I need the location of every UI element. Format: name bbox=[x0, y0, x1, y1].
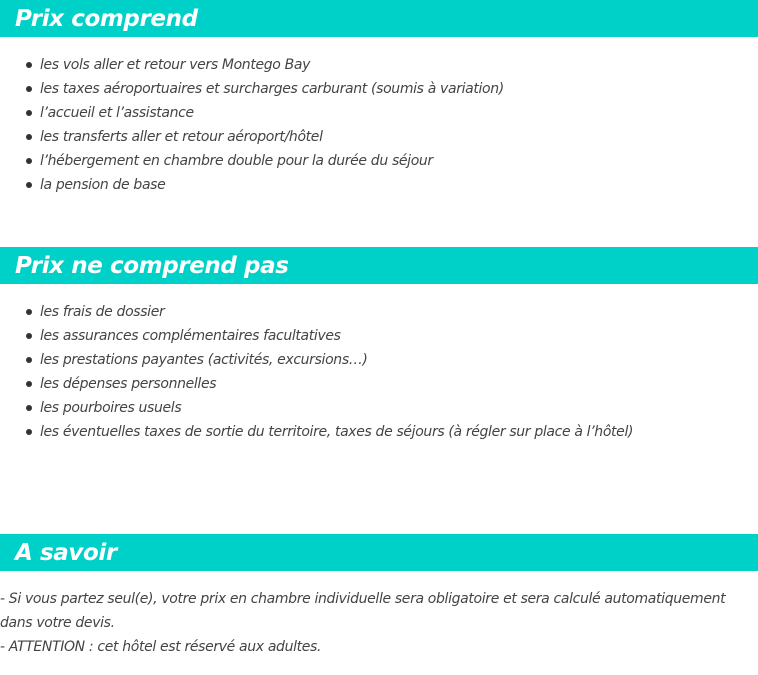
list-item-text: les taxes aéroportuaires et surcharges carburant (soumis à variation) bbox=[40, 81, 504, 97]
list-item-text: les assurances complémentaires facultatives bbox=[40, 328, 341, 344]
bullet-icon bbox=[26, 333, 32, 339]
bullet-icon bbox=[26, 405, 32, 411]
list-item-text: l’hébergement en chambre double pour la durée du séjour bbox=[40, 153, 433, 169]
list-item-text: les vols aller et retour vers Montego Bay bbox=[40, 57, 311, 73]
bullet-icon bbox=[26, 429, 32, 435]
section-title-excluded: Prix ne comprend pas bbox=[15, 252, 289, 279]
list-item bbox=[0, 348, 633, 372]
list-item bbox=[0, 372, 633, 396]
list-item bbox=[0, 324, 633, 348]
bullet-icon bbox=[26, 357, 32, 363]
list-item-text: les transferts aller et retour aéroport/hôtel bbox=[40, 129, 323, 145]
list-item bbox=[0, 77, 504, 101]
bullet-icon bbox=[26, 182, 32, 188]
list-item bbox=[0, 149, 504, 173]
section-title-info: A savoir bbox=[15, 539, 117, 566]
bullet-icon bbox=[26, 86, 32, 92]
list-item bbox=[0, 173, 504, 197]
section-title-included: Prix comprend bbox=[15, 5, 198, 32]
list-item-text: l’accueil et l’assistance bbox=[40, 105, 194, 121]
list-item-text: les frais de dossier bbox=[40, 304, 165, 320]
section-header-info bbox=[0, 534, 758, 571]
list-item-text: les dépenses personnelles bbox=[40, 376, 217, 392]
list-item bbox=[0, 420, 633, 444]
info-note-single-supplement: - Si vous partez seul(e), votre prix en chambre individuelle sera obligatoire et sera calculé automatiquement dans votre devis. bbox=[0, 591, 726, 631]
list-item bbox=[0, 101, 504, 125]
included-list bbox=[0, 53, 504, 197]
section-header-excluded bbox=[0, 247, 758, 284]
bullet-icon bbox=[26, 381, 32, 387]
bullet-icon bbox=[26, 62, 32, 68]
list-item-text: la pension de base bbox=[40, 177, 166, 193]
list-item bbox=[0, 53, 504, 77]
bullet-icon bbox=[26, 158, 32, 164]
section-header-included bbox=[0, 0, 758, 37]
list-item bbox=[0, 125, 504, 149]
bullet-icon bbox=[26, 134, 32, 140]
list-item bbox=[0, 300, 633, 324]
list-item-text: les éventuelles taxes de sortie du territoire, taxes de séjours (à régler sur place à l’hôtel) bbox=[40, 424, 634, 440]
bullet-icon bbox=[26, 110, 32, 116]
list-item bbox=[0, 396, 633, 420]
list-item-text: les prestations payantes (activités, excursions…) bbox=[40, 352, 368, 368]
info-note-adults-only: - ATTENTION : cet hôtel est réservé aux adultes. bbox=[0, 639, 322, 655]
bullet-icon bbox=[26, 309, 32, 315]
list-item-text: les pourboires usuels bbox=[40, 400, 182, 416]
excluded-list bbox=[0, 300, 633, 444]
